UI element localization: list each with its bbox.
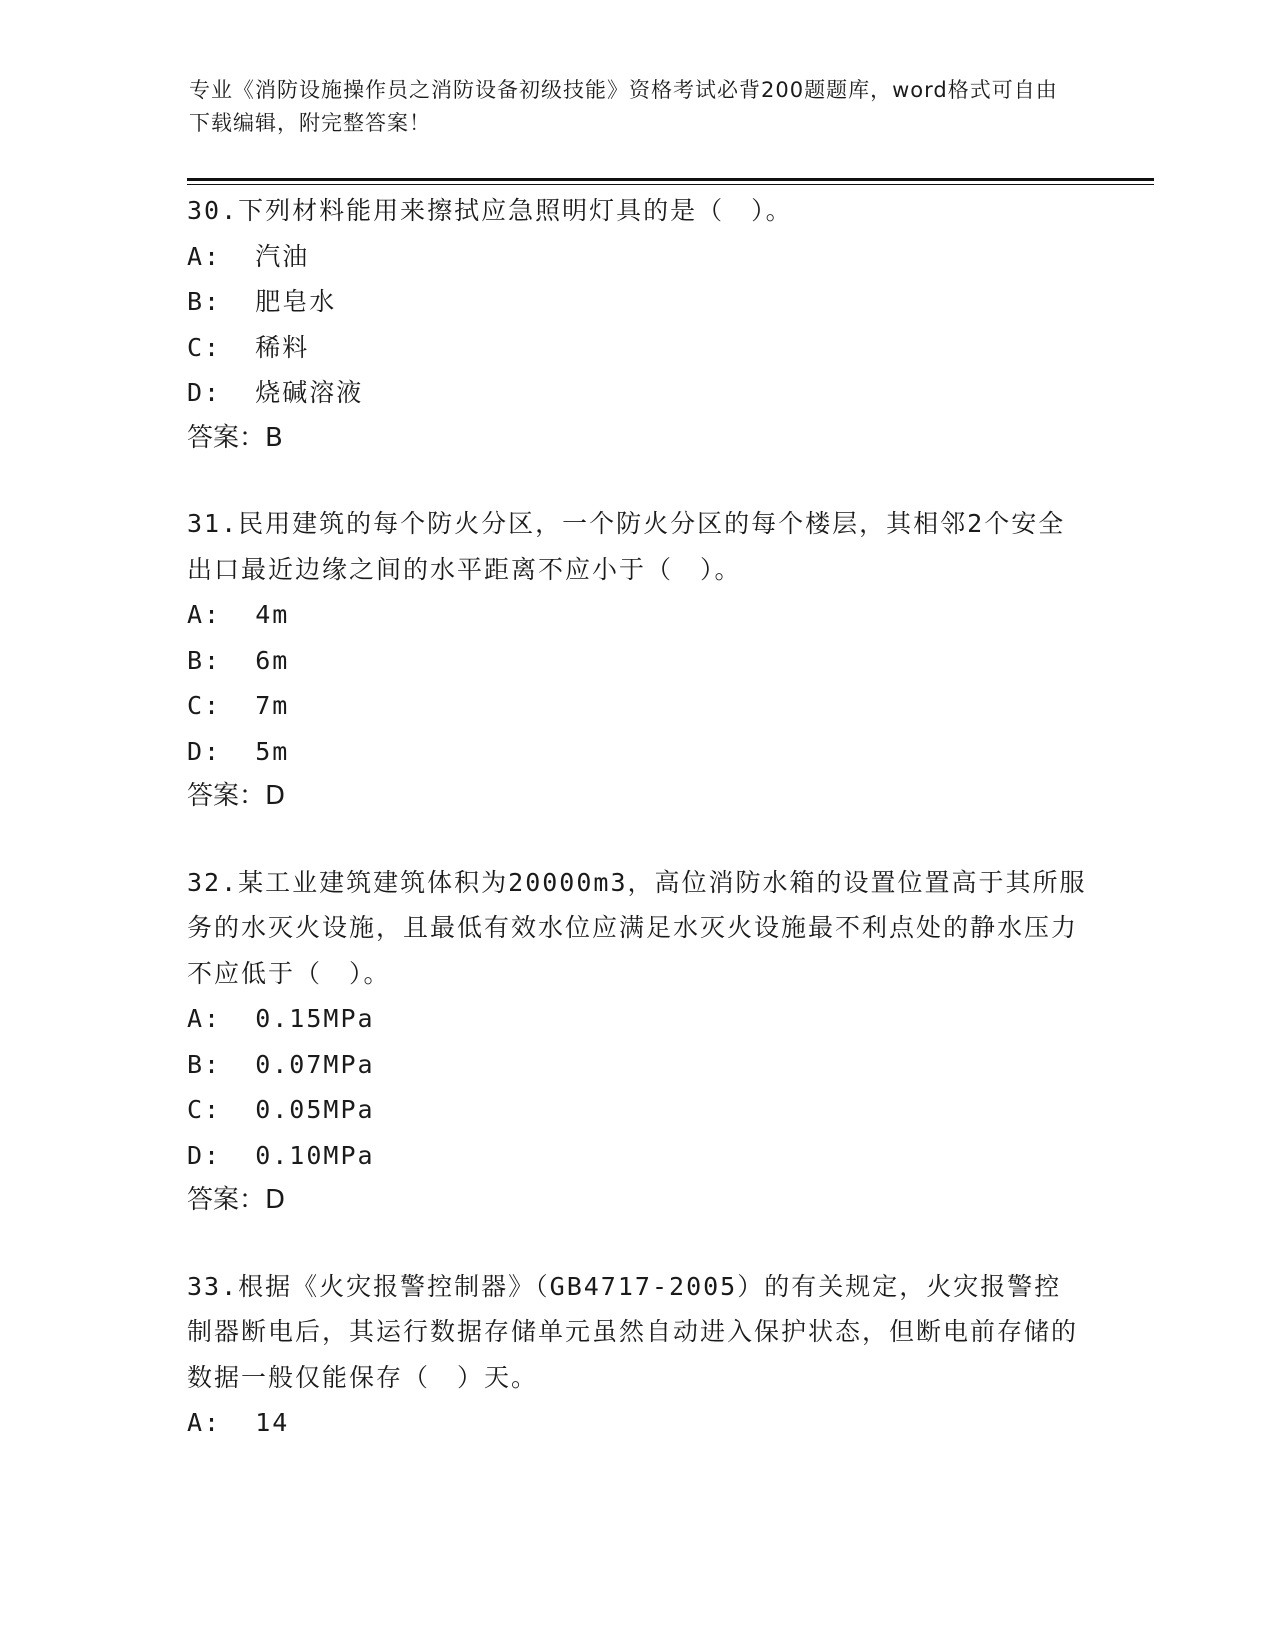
question-stem: 33.根据《火灾报警控制器》（GB4717-2005）的有关规定，火灾报警控制器断电后，其运行数据存储单元虽然自动进入保护状态，但断电前存储的数据一般仅能保存（ ）天。	[187, 1271, 1079, 1392]
option-c: C: 0.05MPa	[187, 1095, 375, 1124]
option-b: B: 0.07MPa	[187, 1049, 375, 1079]
option-a: A: 14	[187, 1408, 290, 1437]
question-32	[187, 860, 1087, 1224]
answer-line: 答案：D	[187, 1185, 286, 1215]
question-list	[187, 188, 1087, 1486]
question-stem: 32.某工业建筑建筑体积为20000m3，高位消防水箱的设置位置高于其所服务的水灭火设施，且最低有效水位应满足水灭火设施最不利点处的静水压力不应低于（ ）。	[187, 867, 1087, 988]
question-30	[187, 188, 1087, 461]
question-33	[187, 1264, 1087, 1446]
answer-line: 答案：B	[187, 422, 283, 453]
option-d: D: 5m	[187, 736, 290, 766]
header-rule-thin	[187, 184, 1154, 185]
option-c: C: 7m	[187, 691, 290, 720]
option-c: C: 稀料	[187, 332, 310, 362]
option-a: A: 4m	[187, 600, 290, 629]
option-d: D: 烧碱溶液	[187, 378, 364, 407]
document-header: 专业《消防设施操作员之消防设备初级技能》资格考试必背200题题库，word格式可自由下载编辑，附完整答案！	[189, 78, 1058, 135]
option-b: B: 6m	[187, 645, 290, 675]
question-stem: 31.民用建筑的每个防火分区，一个防火分区的每个楼层，其相邻2个安全出口最近边缘之间的水平距离不应小于（ ）。	[187, 509, 1066, 584]
question-stem: 30.下列材料能用来擦拭应急照明灯具的是（ ）。	[187, 196, 793, 225]
option-b: B: 肥皂水	[187, 287, 337, 316]
question-31	[187, 501, 1087, 820]
option-a: A: 汽油	[187, 241, 310, 271]
header-rule-thick	[187, 178, 1154, 181]
option-a: A: 0.15MPa	[187, 1004, 375, 1033]
answer-line: 答案：D	[187, 781, 286, 811]
option-d: D: 0.10MPa	[187, 1140, 375, 1170]
